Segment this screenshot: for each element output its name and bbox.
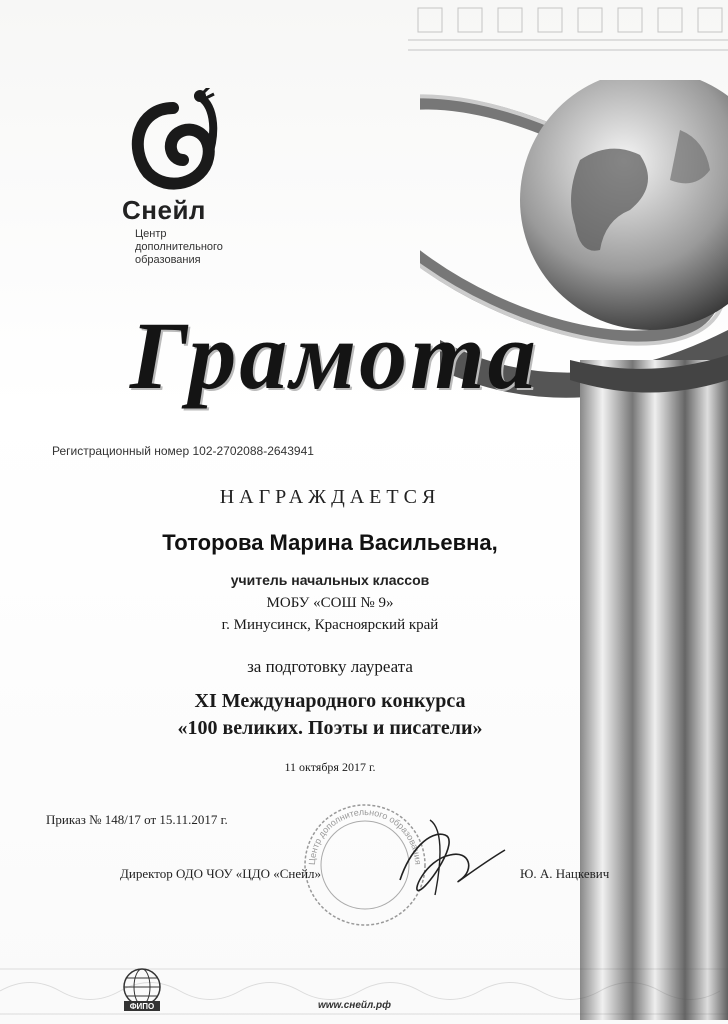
order-number: Приказ № 148/17 от 15.11.2017 г.	[46, 812, 228, 827]
website-address: www.снейл.рф	[318, 1000, 391, 1011]
logo-subtitle-line: Центр	[135, 228, 167, 240]
recipient-city: г. Минусинск, Красноярский край	[221, 617, 439, 633]
registration-number: Регистрационный номер 102-2702088-2643941	[52, 444, 314, 458]
award-reason: за подготовку лауреата	[247, 657, 413, 676]
fipo-label: ФИПО	[129, 1002, 155, 1011]
bottom-ornament	[0, 959, 728, 1024]
awarded-heading: НАГРАЖДАЕТСЯ	[219, 486, 441, 508]
recipient-position: учитель начальных классов	[230, 572, 430, 588]
logo-subtitle-line: образования	[135, 254, 201, 266]
recipient-organization: МОБУ «СОШ № 9»	[266, 595, 394, 611]
logo-name: Снейл	[122, 195, 206, 225]
recipient-name: Тоторова Марина Васильевна,	[162, 530, 498, 555]
handwritten-signature	[390, 810, 510, 900]
logo-subtitle-line: дополнительного	[135, 241, 223, 253]
corner-ornament	[408, 0, 728, 60]
director-title: Директор ОДО ЧОУ «ЦДО «Снейл»	[120, 866, 322, 881]
contest-date: 11 октября 2017 г.	[284, 760, 376, 774]
stamp-text: Центр дополнительного образования	[306, 806, 424, 866]
contest-name-line1: XI Международного конкурса	[194, 690, 466, 712]
director-name: Ю. А. Нацкевич	[520, 866, 610, 881]
certificate-title: Грамота	[130, 302, 539, 409]
fipo-globe-logo-icon	[118, 965, 166, 1013]
logo-subtitle	[135, 228, 255, 267]
contest-name-line2: «100 великих. Поэты и писатели»	[177, 717, 483, 739]
